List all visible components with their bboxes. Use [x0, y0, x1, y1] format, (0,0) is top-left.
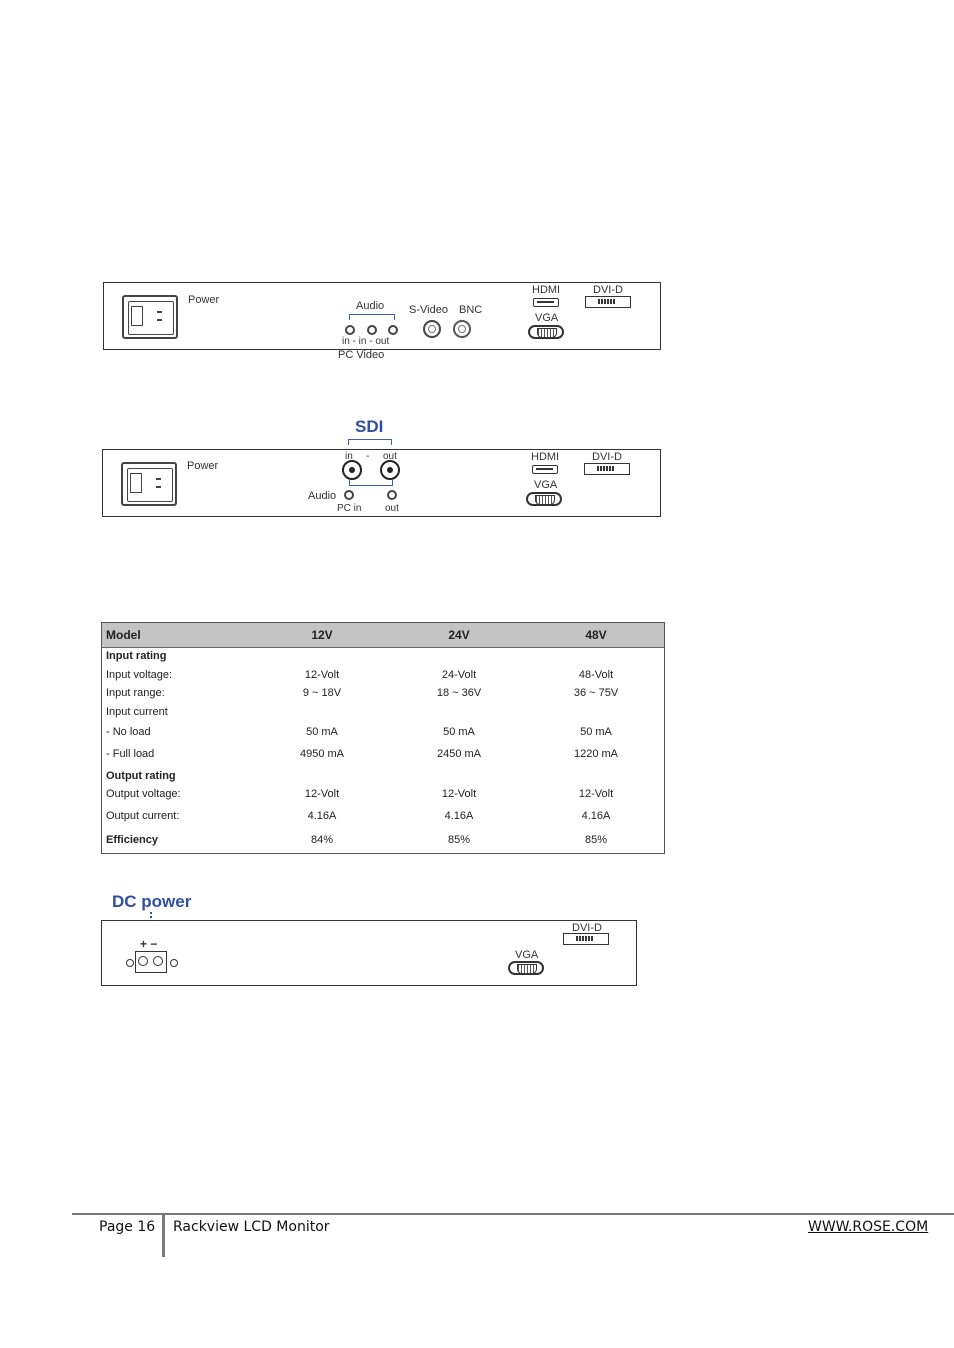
dc-spec-table: Model 12V 24V 48V Input rating Input voltage: 12-Volt 24-Volt 48-Volt Input range: 9 ~ 18V 18 ~ 36V 36 ~ 75V Input current - No load 50 mA 50 mA 50 mA - Full load 4950 mA 2450 mA 1220 mA Output rating Output voltage: 12-Volt 12-Volt 12-Volt Output current: 4.16A 4.16A 4.16A Efficiency 84% 85% 85%: [101, 622, 665, 854]
audio-label: Audio: [356, 300, 385, 312]
audio-jack-icon: [344, 490, 354, 500]
audio-jack-icon: [388, 325, 398, 335]
bnc-connector-icon: [453, 320, 471, 338]
row-label: - No load: [106, 726, 151, 738]
footer-rule: [72, 1213, 954, 1215]
svideo-connector-icon: [423, 320, 441, 338]
rear-panel-dc: [101, 920, 637, 986]
power-inlet-icon: [122, 295, 178, 339]
sdi-bracket: [348, 439, 392, 445]
power-inlet-icon: [121, 462, 177, 506]
dc-terminal-icon: [126, 951, 178, 975]
power-label: Power: [187, 460, 219, 472]
table-header: Model 12V 24V 48V: [102, 623, 664, 648]
hdmi-label: HDMI: [531, 451, 560, 463]
hdmi-label: HDMI: [532, 284, 561, 296]
audio-bracket: [349, 314, 395, 320]
pc-in-label: PC in: [337, 503, 362, 514]
audio-jack-icon: [345, 325, 355, 335]
audio-out-label: out: [385, 503, 399, 514]
rear-panel-ac: [103, 282, 661, 350]
vga-label: VGA: [534, 479, 558, 491]
sdi-out-label: out: [383, 451, 397, 462]
audio-bracket: [349, 480, 393, 486]
vga-label: VGA: [515, 949, 539, 961]
header-model: Model: [106, 628, 141, 642]
dvid-port-icon: [584, 463, 630, 475]
jack-labels: in - in - out: [342, 336, 390, 347]
dvid-port-icon: [563, 933, 609, 945]
website-link[interactable]: WWW.ROSE.COM: [808, 1219, 929, 1235]
pc-video-label: PC Video: [338, 349, 385, 361]
svideo-label: S-Video: [409, 304, 448, 316]
page-number: Page 16: [99, 1219, 156, 1235]
hdmi-port-icon: [533, 298, 559, 307]
row-label: Input voltage:: [106, 669, 173, 681]
sdi-in-label: in: [345, 451, 353, 462]
row-label: Output voltage:: [106, 788, 181, 800]
footer-divider: [162, 1215, 165, 1257]
vga-label: VGA: [535, 312, 559, 324]
audio-jack-icon: [387, 490, 397, 500]
sdi-in-connector-icon: [342, 460, 362, 480]
vga-port-icon: [528, 325, 564, 339]
row-label: - Full load: [106, 748, 155, 760]
row-label: Output rating: [106, 770, 176, 782]
dc-power-title: DC power: [112, 892, 192, 911]
row-label: Output current:: [106, 810, 180, 822]
polarity-label: + −: [140, 937, 158, 951]
rear-panel-sdi: [102, 449, 661, 517]
row-label: Efficiency: [106, 834, 158, 846]
dvid-label: DVI-D: [592, 451, 622, 463]
audio-label: Audio: [308, 490, 337, 502]
sdi-dash: -: [366, 451, 370, 462]
row-label: Input rating: [106, 650, 167, 662]
row-label: Input current: [106, 706, 168, 718]
power-label: Power: [188, 294, 220, 306]
row-label: Input range:: [106, 687, 165, 699]
dvid-port-icon: [585, 296, 631, 308]
vga-port-icon: [508, 961, 544, 975]
dvid-label: DVI-D: [572, 922, 602, 934]
document-title: Rackview LCD Monitor: [173, 1219, 330, 1235]
vga-port-icon: [526, 492, 562, 506]
sdi-out-connector-icon: [380, 460, 400, 480]
audio-jack-icon: [367, 325, 377, 335]
bnc-label: BNC: [459, 304, 483, 316]
dvid-label: DVI-D: [593, 284, 623, 296]
hdmi-port-icon: [532, 465, 558, 474]
sdi-title: SDI: [355, 417, 384, 436]
